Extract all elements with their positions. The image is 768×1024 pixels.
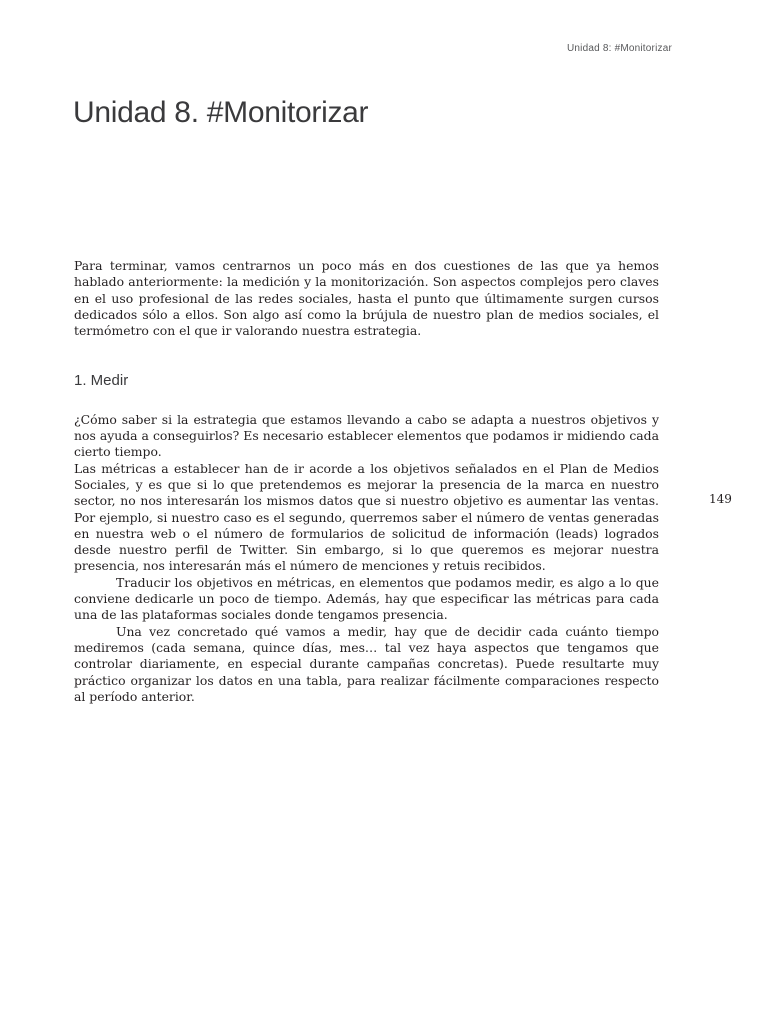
- body-paragraph: Traducir los objetivos en métricas, en elementos que podamos medir, es algo a lo que conviene dedicarle un poco de tiempo. Además, hay que especificar las métricas para cada una de las plataformas sociales donde tengamos presencia.: [74, 574, 659, 623]
- body-paragraph: ¿Cómo saber si la estrategia que estamos llevando a cabo se adapta a nuestros objetivos y nos ayuda a conseguirlos? Es necesario establecer elementos que podamos ir midiendo cada cierto tiempo.: [74, 411, 659, 460]
- body-paragraph: Una vez concretado qué vamos a medir, hay que de decidir cada cuánto tiempo mediremos (cada semana, quince días, mes… tal vez haya aspectos que tengamos que controlar diariamente, en especial durante campañas concretas). Puede resultarte muy práctico organizar los datos en una tabla, para realizar fácilmente comparaciones respecto al período anterior.: [74, 623, 659, 704]
- section-heading: 1. Medir: [74, 372, 129, 390]
- chapter-title: Unidad 8. #Monitorizar: [73, 96, 369, 129]
- page-number: 149: [709, 492, 732, 506]
- page-content: [74, 258, 659, 705]
- running-header: Unidad 8: #Monitorizar: [566, 43, 672, 54]
- intro-paragraph: Para terminar, vamos centrarnos un poco más en dos cuestiones de las que ya hemos hablado anteriormente: la medición y la monitorización. Son aspectos complejos pero claves en el uso profesional de las redes sociales, hasta el punto que últimamente surgen cursos dedicados sólo a ellos. Son algo así como la brújula de nuestro plan de medios sociales, el termómetro con el que ir valorando nuestra estrategia.: [74, 258, 659, 339]
- body-paragraph: Las métricas a establecer han de ir acorde a los objetivos señalados en el Plan de Medios Sociales, y es que si lo que pretendemos es mejorar la presencia de la marca en nuestro sector, no nos interesarán los mismos datos que si nuestro objetivo es aumentar las ventas. Por ejemplo, si nuestro caso es el segundo, querremos saber el número de ventas generadas en nuestra web o el número de formularios de solicitud de información (leads) logrados desde nuestro perfil de Twitter. Sin embargo, si lo que queremos es mejorar nuestra presencia, nos interesarán más el número de menciones y retuis recibidos.: [74, 460, 659, 574]
